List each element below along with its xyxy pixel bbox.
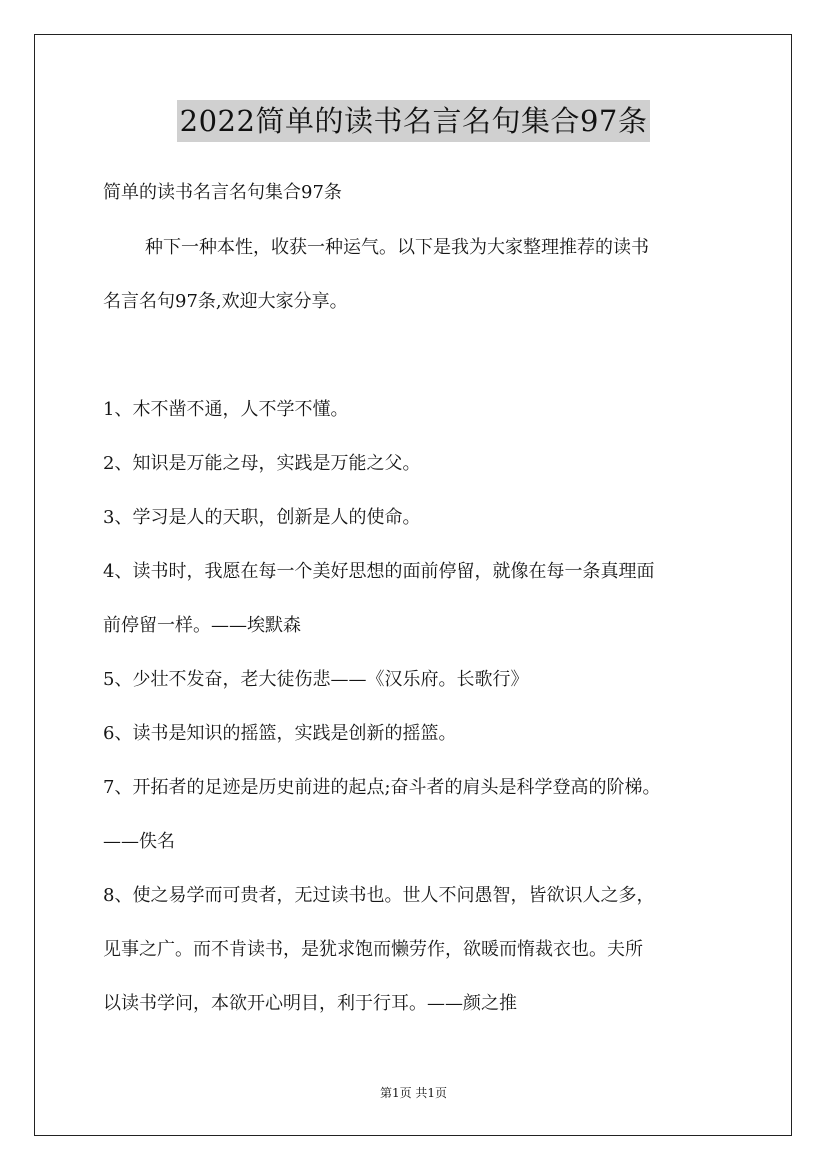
- quote-item-8-line-1: 8、使之易学而可贵者，无过读书也。世人不问愚智，皆欲识人之多，: [103, 885, 655, 906]
- quote-item-4-line-1: 4、读书时，我愿在每一个美好思想的面前停留，就像在每一条真理面: [103, 561, 655, 582]
- quote-item-2: 2、知识是万能之母，实践是万能之父。: [103, 453, 421, 474]
- quote-item-1: 1、木不凿不通，人不学不懂。: [103, 399, 349, 420]
- intro-line-2: 名言名句97条,欢迎大家分享。: [103, 291, 348, 312]
- document-title: 2022简单的读书名言名句集合97条: [177, 100, 651, 142]
- title-container: [0, 100, 827, 142]
- quote-item-8-line-2: 见事之广。而不肯读书，是犹求饱而懒劳作，欲暖而惰裁衣也。夫所: [103, 939, 643, 960]
- intro-line-1: 种下一种本性，收获一种运气。以下是我为大家整理推荐的读书: [145, 237, 649, 258]
- subtitle: 简单的读书名言名句集合97条: [103, 182, 342, 203]
- quote-item-5: 5、少壮不发奋，老大徒伤悲——《汉乐府。长歌行》: [103, 669, 529, 690]
- quote-item-7-line-2: ——佚名: [103, 831, 175, 852]
- page-footer: 第1页 共1页: [379, 1086, 448, 1100]
- quote-item-6: 6、读书是知识的摇篮，实践是创新的摇篮。: [103, 723, 457, 744]
- quote-item-8-line-3: 以读书学问，本欲开心明目，利于行耳。——颜之推: [103, 993, 517, 1014]
- quote-item-7-line-1: 7、开拓者的足迹是历史前进的起点;奋斗者的肩头是科学登高的阶梯。: [103, 777, 661, 798]
- quote-item-3: 3、学习是人的天职，创新是人的使命。: [103, 507, 421, 528]
- quote-item-4-line-2: 前停留一样。——埃默森: [103, 615, 301, 636]
